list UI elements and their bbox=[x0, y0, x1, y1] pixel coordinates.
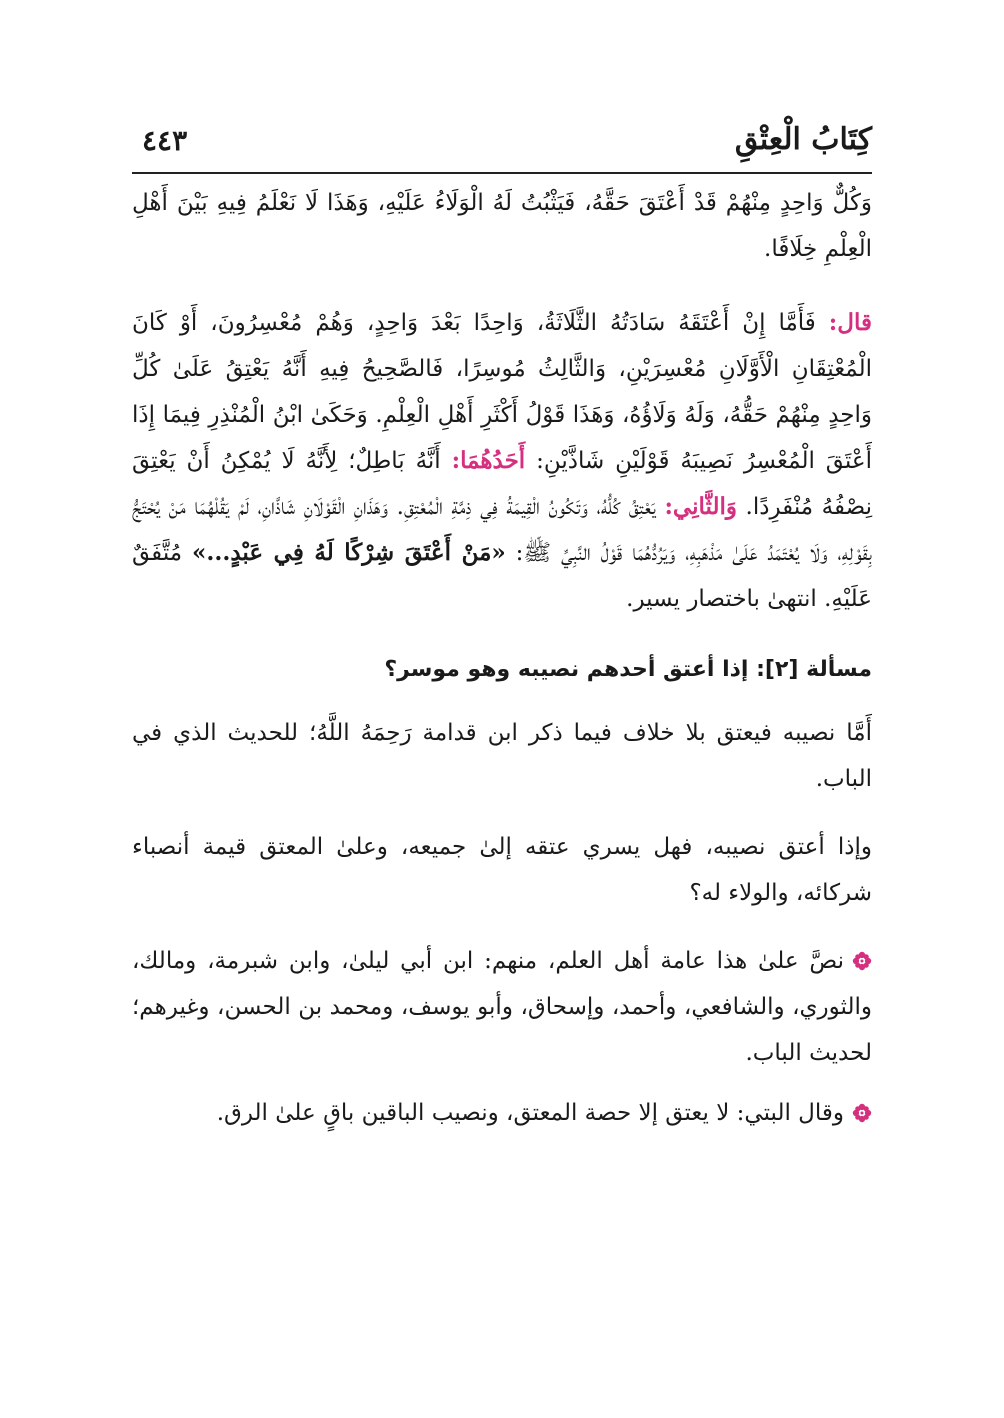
first-opinion-label: أَحَدُهُمَا: bbox=[451, 447, 526, 474]
issue-title: إذا أعتق أحدهم نصيبه وهو موسر؟ bbox=[384, 657, 757, 682]
second-opinion-label: وَالثَّانِي: bbox=[664, 493, 737, 520]
page-number: ٤٤٣ bbox=[142, 124, 188, 157]
page-header bbox=[132, 120, 872, 170]
issue-label: مسألة [٢]: bbox=[756, 657, 872, 682]
bullet-text: نصَّ علىٰ هذا عامة أهل العلم، منهم: ابن أبي ليلىٰ، وابن شبرمة، ومالك، والثوري، والشافعي، وأحمد، وإسحاق، وأبو يوسف، ومحمد بن الحسن، وغيرهم؛ لحديث الباب. bbox=[132, 948, 872, 1066]
header-divider bbox=[132, 172, 872, 174]
text-segment: أَنَّهُ بَاطِلٌ؛ لِأَنَّهُ لَا يُمْكِنُ أَنْ يَعْتِقَ نِصْفُهُ مُنْفَرِدًا. bbox=[132, 448, 872, 520]
ornament-flower-icon bbox=[852, 1103, 872, 1123]
paragraph-continuation: وَكُلٌّ وَاحِدٍ مِنْهُمْ قَدْ أَعْتَقَ حَقَّهُ، فَيَثْبُتُ لَهُ الْوَلَاءُ عَلَيْهِ، وَهَذَا لَا نَعْلَمُ فِيهِ بَيْنَ أَهْلِ الْعِلْمِ خِلَافًا. bbox=[132, 190, 872, 262]
text-segment: فَأَمَّا إِنْ أَعْتَقَهُ سَادَتُهُ الثَّلَاثَةُ، وَاحِدًا بَعْدَ وَاحِدٍ، وَهُمْ مُعْسِرُونَ، أَوْ كَانَ الْمُعْتِقَانِ الْأَوَّلَانِ مُعْسِرَيْنِ، وَالثَّالِثُ مُوسِرًا، فَالصَّحِيحُ فِيهِ أَنَّهُ يَعْتِقُ عَلَىٰ كُلِّ وَاحِدٍ مِنْهُمْ حَقُّهُ، وَلَهُ وَلَاؤُهُ، وَهَذَا قَوْلُ أَكْثَرِ أَهْلِ الْعِلْمِ. وَحَكَىٰ ابْنُ الْمُنْذِرِ فِيمَا إِذَا أَعْتَقَ الْمُعْسِرُ نَصِيبَهُ قَوْلَيْنِ شَاذَّيْنِ: bbox=[132, 310, 872, 474]
bullet-item bbox=[132, 938, 872, 1076]
answer-paragraph: أَمَّا نصيبه فيعتق بلا خلاف فيما ذكر ابن قدامة رَحِمَهُ اللَّهُ؛ للحديث الذي في الباب. bbox=[132, 720, 872, 792]
question-paragraph: وإذا أعتق نصيبه، فهل يسري عتقه إلىٰ جميعه، وعلىٰ المعتق قيمة أنصباء شركائه، والولاء له؟ bbox=[132, 834, 872, 906]
bullet-text: وقال البتي: لا يعتق إلا حصة المعتق، ونصيب الباقين باقٍ علىٰ الرق. bbox=[216, 1100, 844, 1126]
qala-label: قال: bbox=[828, 309, 872, 336]
ornament-flower-icon bbox=[852, 951, 872, 971]
book-title: كِتَابُ الْعِتْقِ bbox=[734, 122, 872, 157]
page-content bbox=[132, 180, 872, 1136]
issue-heading bbox=[132, 650, 872, 690]
bullet-item bbox=[132, 1090, 872, 1136]
text-segment: مُتَّفَقٌ عَلَيْهِ. انتهىٰ باختصار يسير. bbox=[132, 540, 872, 612]
text-segment: يَعْتِقُ كُلُّهُ، وَتَكُونُ الْقِيمَةُ فِي ذِمَّةِ الْمُعْتِقِ. وَهَذَانِ الْقَوْلَانِ شَاذَّانِ، لَمْ يَقُلْهُمَا مَنْ يُحْتَجُّ بِقَوْلِهِ، وَلَا يُعْتَمَدُ عَلَىٰ مَذْهَبِهِ، وَيَرُدُّهُمَا قَوْلُ النَّبِيِّ ﷺ: bbox=[132, 494, 872, 566]
hadith-quote: «مَنْ أَعْتَقَ شِرْكًا لَهُ فِي عَبْدٍ...» bbox=[191, 539, 506, 566]
paragraph-quoted-text bbox=[132, 300, 872, 622]
